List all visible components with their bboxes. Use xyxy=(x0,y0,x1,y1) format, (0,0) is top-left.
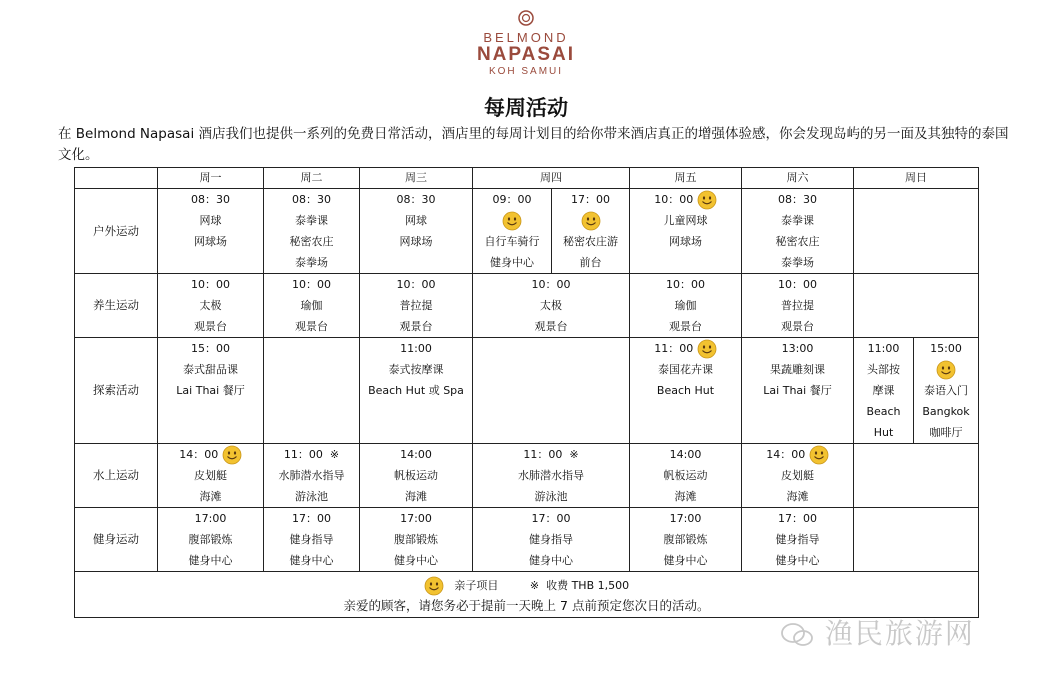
cell-fitness-sat xyxy=(742,508,854,572)
time: 14：00 xyxy=(179,448,219,461)
header-sat: 周六 xyxy=(742,168,854,189)
time-with-fee xyxy=(264,444,359,465)
cell-explore-fri xyxy=(630,338,742,444)
activity: 泰国花卉课 xyxy=(658,363,713,376)
cell-fitness-tue xyxy=(264,508,360,572)
smiley-icon xyxy=(809,445,829,465)
row-label-explore: 探索活动 xyxy=(75,338,158,444)
cell-wellness-fri xyxy=(630,274,742,338)
cell-explore-sun-a xyxy=(854,338,914,444)
time: 17:00 xyxy=(400,512,432,525)
cell-explore-wed xyxy=(360,338,473,444)
row-outdoor xyxy=(75,189,979,274)
location: 健身中心 xyxy=(529,554,573,567)
location: 观景台 xyxy=(194,320,227,333)
cell-wellness-thu xyxy=(473,274,630,338)
header-empty xyxy=(75,168,158,189)
intro-paragraph: 在 Belmond Napasai 酒店我们也提供一系列的免费日常活动，酒店里的每周计划目的给你带来酒店真正的增强体验感，你会发现岛屿的另一面及其独特的泰国文化。 xyxy=(58,126,1009,163)
time: 15：00 xyxy=(191,342,230,355)
brand-line-2: NAPASAI xyxy=(476,44,576,65)
smiley-icon xyxy=(502,211,522,231)
brand-line-3: KOH SAMUI xyxy=(488,66,564,77)
location: Beach Hut xyxy=(656,384,715,397)
time: 14：00 xyxy=(766,448,806,461)
footer-row xyxy=(75,572,979,618)
location: 秘密农庄 xyxy=(775,235,820,248)
location: Lai Thai 餐厅 xyxy=(176,384,245,397)
location: 观景台 xyxy=(295,320,328,333)
time: 14:00 xyxy=(669,448,702,461)
time-with-smiley xyxy=(158,444,263,465)
smiley-icon xyxy=(424,576,444,596)
location: 网球场 xyxy=(669,235,702,248)
header-row xyxy=(75,168,979,189)
activity: 秘密农庄游 xyxy=(563,235,618,248)
cell-fitness-fri xyxy=(630,508,742,572)
legend xyxy=(75,576,978,596)
location: 游泳池 xyxy=(295,490,328,503)
location: 健身中心 xyxy=(394,554,438,567)
location: Lai Thai 餐厅 xyxy=(763,384,832,397)
header-wed: 周三 xyxy=(360,168,473,189)
location: 观景台 xyxy=(669,320,702,333)
cell-outdoor-fri xyxy=(630,189,742,274)
time: 10：00 xyxy=(191,278,230,291)
fee-mark-icon: ※ xyxy=(569,448,579,461)
activity: 腹部锻炼 xyxy=(394,533,438,546)
row-fitness xyxy=(75,508,979,572)
header-tue: 周二 xyxy=(264,168,360,189)
cell-wellness-mon xyxy=(158,274,264,338)
time: 17:00 xyxy=(669,512,702,525)
cell-water-sat xyxy=(742,444,854,508)
cell-fitness-thu xyxy=(473,508,630,572)
activity: 儿童网球 xyxy=(663,214,708,227)
time: 09：00 xyxy=(492,193,532,206)
brand-logo-mark xyxy=(0,9,1052,27)
location: 海滩 xyxy=(199,490,222,503)
location: 观景台 xyxy=(781,320,814,333)
row-label-wellness: 养生运动 xyxy=(75,274,158,338)
activity: 水肺潜水指导 xyxy=(518,469,584,482)
time: 11：00 xyxy=(523,448,563,461)
location: 秘密农庄 xyxy=(289,235,334,248)
activity: 水肺潜水指导 xyxy=(278,469,345,482)
activity: 健身指导 xyxy=(289,533,334,546)
cell-explore-mon xyxy=(158,338,264,444)
location: 泰拳场 xyxy=(295,256,328,269)
time: 08：30 xyxy=(778,193,817,206)
header-mon: 周一 xyxy=(158,168,264,189)
row-wellness xyxy=(75,274,979,338)
activity: 皮划艇 xyxy=(781,469,814,482)
fee-mark-icon: ※ xyxy=(529,578,540,592)
smiley-icon xyxy=(936,360,956,380)
location: 海滩 xyxy=(786,490,809,503)
location: 健身中心 xyxy=(289,554,334,567)
location: 健身中心 xyxy=(490,256,534,269)
booking-note: 亲爱的顾客，请您务必于提前一天晚上 7 点前预定您次日的活动。 xyxy=(343,597,710,613)
smiley-icon xyxy=(697,190,717,210)
location: 网球场 xyxy=(194,235,227,248)
fee-mark-icon: ※ xyxy=(329,448,340,461)
header-thu: 周四 xyxy=(473,168,630,189)
row-label-outdoor: 户外运动 xyxy=(75,189,158,274)
location: 游泳池 xyxy=(534,490,568,503)
location: 健身中心 xyxy=(663,554,708,567)
watermark xyxy=(780,612,975,652)
time: 08：30 xyxy=(396,193,436,206)
location: 观景台 xyxy=(534,320,568,333)
activity: 头部按 xyxy=(867,363,900,376)
time-with-smiley xyxy=(742,444,853,465)
time: 17:00 xyxy=(194,512,227,525)
brand-line-1: BELMOND xyxy=(483,30,569,45)
activity: 太极 xyxy=(540,299,562,312)
location: 咖啡厅 xyxy=(929,426,963,439)
activity: 泰拳课 xyxy=(781,214,814,227)
cell-fitness-mon xyxy=(158,508,264,572)
cell-wellness-wed xyxy=(360,274,473,338)
activity: 皮划艇 xyxy=(194,469,227,482)
footer-cell xyxy=(75,572,979,618)
location: Beach xyxy=(866,405,901,418)
cell-explore-thu xyxy=(473,338,630,444)
time-with-fee xyxy=(473,444,629,465)
activity: 泰语入门 xyxy=(924,384,968,397)
cell-water-sun xyxy=(854,444,979,508)
cell-wellness-sat xyxy=(742,274,854,338)
activity: 网球 xyxy=(199,214,222,227)
time: 10：00 xyxy=(778,278,817,291)
activity: 普拉提 xyxy=(399,299,433,312)
row-explore xyxy=(75,338,979,444)
row-label-water: 水上运动 xyxy=(75,444,158,508)
location: 网球场 xyxy=(399,235,433,248)
activity: 泰式甜品课 xyxy=(183,363,238,376)
activity: 泰式按摩课 xyxy=(388,363,444,376)
time: 17：00 xyxy=(292,512,331,525)
location: 泰拳场 xyxy=(781,256,814,269)
time: 08：30 xyxy=(292,193,331,206)
location: Bangkok xyxy=(922,405,970,418)
cell-water-fri xyxy=(630,444,742,508)
time: 11:00 xyxy=(867,342,900,355)
activity: 腹部锻炼 xyxy=(188,533,233,546)
cell-fitness-wed xyxy=(360,508,473,572)
smiley-icon xyxy=(222,445,242,465)
time: 13:00 xyxy=(781,342,814,355)
activity: 健身指导 xyxy=(529,533,573,546)
time: 14:00 xyxy=(400,448,432,461)
location: Hut xyxy=(873,426,894,439)
cell-water-wed xyxy=(360,444,473,508)
time: 11:00 xyxy=(400,342,432,355)
time-with-smiley xyxy=(630,189,741,210)
activity: 泰拳课 xyxy=(295,214,328,227)
header-sun: 周日 xyxy=(854,168,979,189)
row-water xyxy=(75,444,979,508)
cell-outdoor-mon xyxy=(158,189,264,274)
row-label-fitness: 健身运动 xyxy=(75,508,158,572)
legend-fee: 收费 THB 1,500 xyxy=(546,578,630,592)
smiley-icon xyxy=(697,339,717,359)
time: 10：00 xyxy=(292,278,331,291)
cell-water-thu xyxy=(473,444,630,508)
time-with-smiley xyxy=(630,338,741,359)
time: 08：30 xyxy=(191,193,230,206)
activity: 腹部锻炼 xyxy=(663,533,708,546)
time: 15:00 xyxy=(930,342,962,355)
activity: 网球 xyxy=(405,214,427,227)
time: 11：00 xyxy=(283,448,323,461)
location: 观景台 xyxy=(399,320,433,333)
cell-water-tue xyxy=(264,444,360,508)
watermark-text: 渔民旅游网 xyxy=(824,617,975,650)
activity: 普拉提 xyxy=(781,299,814,312)
location: Beach Hut 或 Spa xyxy=(368,384,464,397)
activity: 太极 xyxy=(199,299,222,312)
cell-explore-sat xyxy=(742,338,854,444)
legend-kids: 亲子项目 xyxy=(454,578,499,592)
header-fri: 周五 xyxy=(630,168,742,189)
location: 健身中心 xyxy=(188,554,233,567)
location: 前台 xyxy=(579,256,602,269)
location: 健身中心 xyxy=(775,554,820,567)
cell-fitness-sun xyxy=(854,508,979,572)
activity: 帆板运动 xyxy=(394,469,438,482)
activity: 摩课 xyxy=(872,384,895,397)
cell-explore-sun-b xyxy=(914,338,979,444)
cell-outdoor-sat xyxy=(742,189,854,274)
cell-outdoor-thu-b xyxy=(552,189,630,274)
time: 11：00 xyxy=(654,342,694,355)
location: 海滩 xyxy=(405,490,427,503)
activity: 瑜伽 xyxy=(674,299,697,312)
chat-bubble-icon xyxy=(780,622,814,648)
time: 17：00 xyxy=(778,512,817,525)
time: 10：00 xyxy=(666,278,705,291)
activity: 健身指导 xyxy=(775,533,820,546)
cell-explore-tue xyxy=(264,338,360,444)
time: 10：00 xyxy=(654,193,694,206)
time: 10：00 xyxy=(531,278,571,291)
time: 17：00 xyxy=(571,193,610,206)
time: 10：00 xyxy=(396,278,436,291)
location: 海滩 xyxy=(674,490,697,503)
page-title: 每周活动 xyxy=(484,96,568,120)
cell-outdoor-thu-a xyxy=(473,189,552,274)
activity: 果蔬雕刻课 xyxy=(770,363,825,376)
cell-outdoor-sun xyxy=(854,189,979,274)
cell-outdoor-tue xyxy=(264,189,360,274)
cell-outdoor-wed xyxy=(360,189,473,274)
time: 17：00 xyxy=(531,512,571,525)
activity: 瑜伽 xyxy=(300,299,323,312)
activity: 帆板运动 xyxy=(663,469,708,482)
cell-water-mon xyxy=(158,444,264,508)
cell-wellness-sun xyxy=(854,274,979,338)
activity: 自行车骑行 xyxy=(484,235,540,248)
smiley-icon xyxy=(581,211,601,231)
weekly-schedule-table xyxy=(74,167,979,618)
cell-wellness-tue xyxy=(264,274,360,338)
